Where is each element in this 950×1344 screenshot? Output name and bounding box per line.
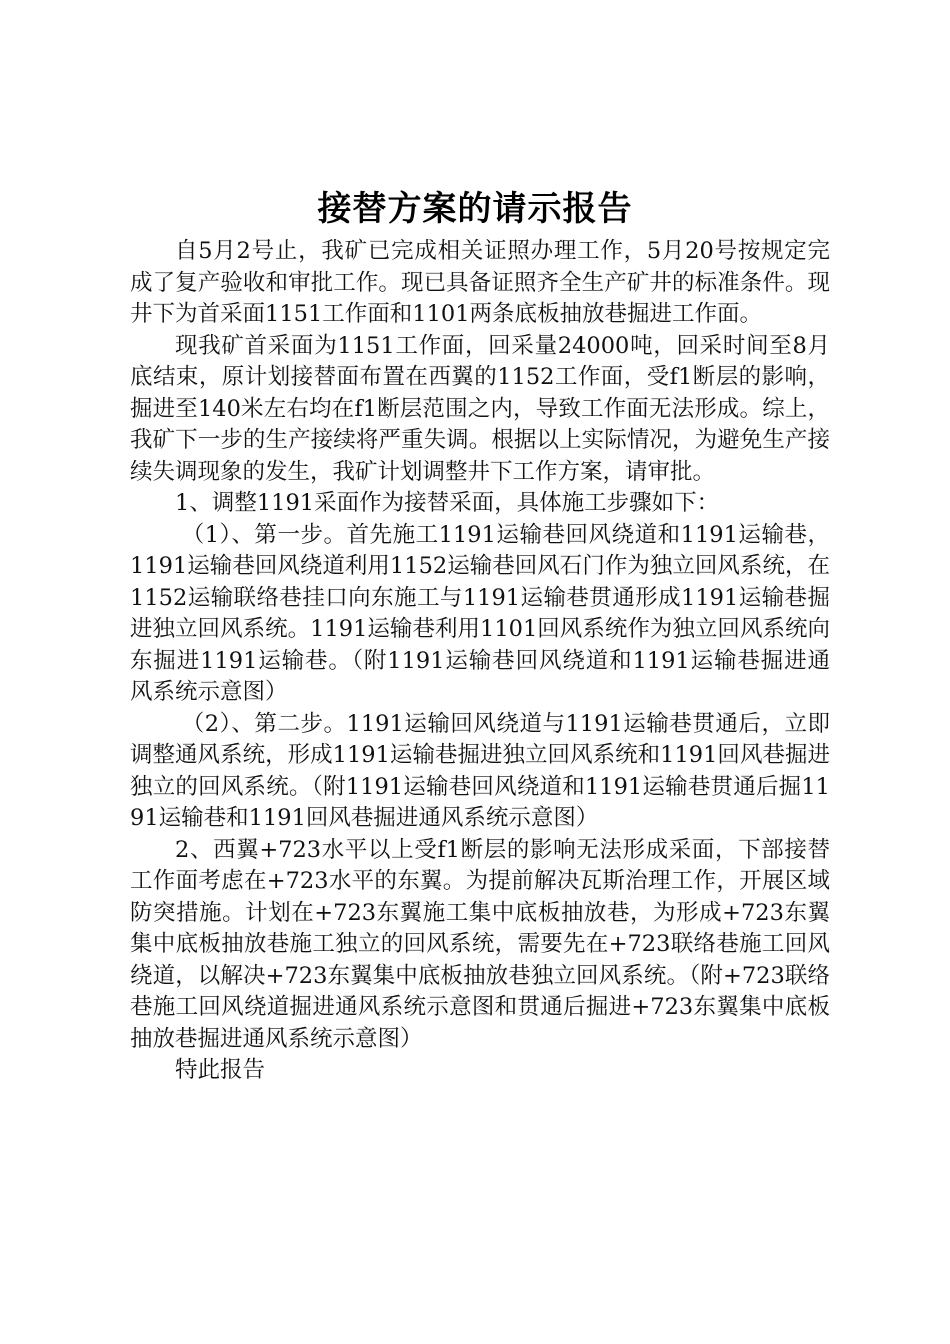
paragraph-item-1: 1、调整1191采面作为接替采面，具体施工步骤如下： [175, 490, 720, 516]
paragraph-step-1: （1）、第一步。首先施工1191运输巷回风绕道和1191运输巷，1191运输巷回风绕道利用1152运输巷回风石门作为独立回风系统，在1152运输联络巷挂口向东施工与1191运输巷贯通形成1191运输巷掘进独立回风系统。1191运输巷利用1101回风系统作为独立回风系统向东掘进1191运输巷。（附1191运输巷回风绕道和1191运输巷掘进通风系统示意图） [130, 521, 830, 705]
paragraph-situation: 现我矿首采面为1151工作面，回采量24000吨，回采时间至8月底结束，原计划接替面布置在西翼的1152工作面，受f1断层的影响，掘进至140米左右均在f1断层范围之内，导致工作面无法形成。综上，我矿下一步的生产接续将严重失调。根据以上实际情况，为避免生产接续失调现象的发生，我矿计划调整井下工作方案，请审批。 [130, 332, 830, 485]
document-body [130, 236, 830, 1087]
paragraph-step-2: （2）、第二步。1191运输回风绕道与1191运输巷贯通后，立即调整通风系统，形成1191运输巷掘进独立回风系统和1191回风巷掘进独立的回风系统。（附1191运输巷回风绕道和1191运输巷贯通后掘1191运输巷和1191回风巷掘进通风系统示意图） [130, 710, 830, 831]
paragraph-item-2: 2、西翼+723水平以上受f1断层的影响无法形成采面，下部接替工作面考虑在+723水平的东翼。为提前解决瓦斯治理工作，开展区域防突措施。计划在+723东翼施工集中底板抽放巷，为形成+723东翼集中底板抽放巷施工独立的回风系统，需要先在+723联络巷施工回风绕道，以解决+723东翼集中底板抽放巷独立回风系统。（附+723联络巷施工回风绕道掘进通风系统示意图和贯通后掘进+723东翼集中底板抽放巷掘进通风系统示意图） [130, 836, 830, 1052]
paragraph-closing: 特此报告 [175, 1057, 266, 1083]
document-title: 接替方案的请示报告 [317, 189, 633, 229]
paragraph-intro: 自5月2号止，我矿已完成相关证照办理工作，5月20号按规定完成了复产验收和审批工作。现已具备证照齐全生产矿井的标准条件。现井下为首采面1151工作面和1101两条底板抽放巷掘进工作面。 [130, 238, 830, 327]
